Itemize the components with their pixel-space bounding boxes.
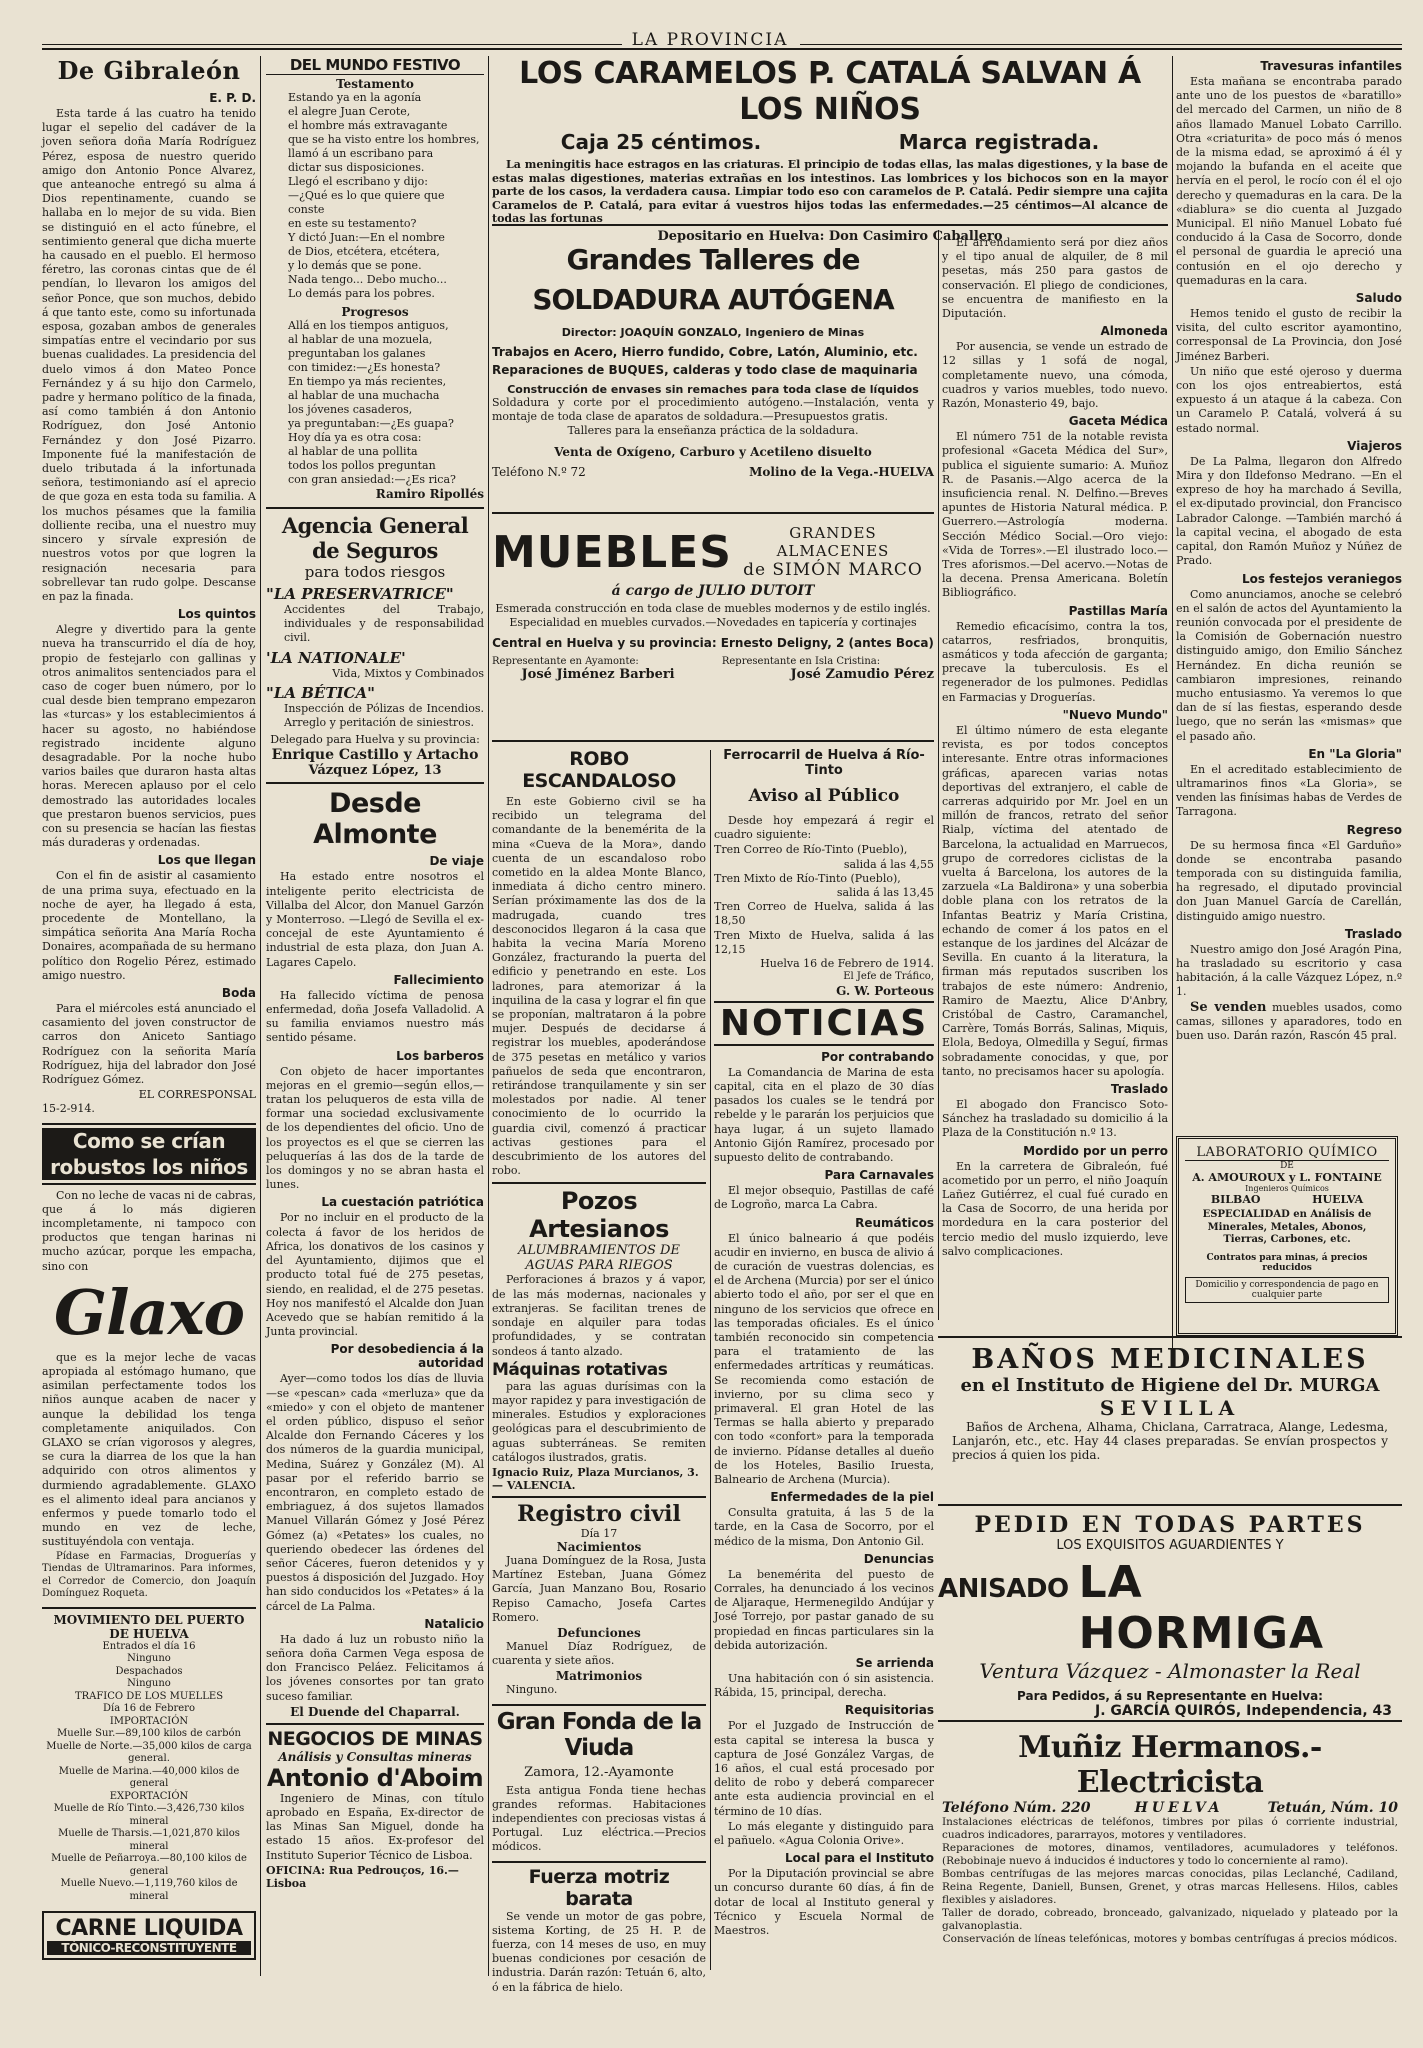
col-rule — [710, 750, 711, 1970]
insurer-desc: Inspección de Pólizas de Incendios. Arreglo y peritación de siniestros. — [284, 701, 484, 730]
poem-line: llamó á un escribano para — [288, 147, 434, 160]
poem-line: el hombre más extravagante — [288, 119, 448, 132]
ferro-sig2: G. W. Porteous — [714, 984, 934, 1003]
muniz-text: Taller de dorado, cobreado, bronceado, galvanizado, niquelado y plateado por la galvanoplastia. — [942, 1907, 1398, 1932]
port-line: Día 16 de Febrero — [103, 1703, 195, 1715]
article-text: El último número de esta elegante revista, es por todos conceptos interesante. Entre otras informaciones gráficas, aparecen varias notas deportivas del extranjero, el cable de carreras adquirido por Mr. Joel en un millón de francos, retrato del señor Rialp, víctima del atentado de Barcelona, la actualidad en Marruecos, grupo de corredores ciclistas de la vuelta á Barcelona, los autores de la zarzuela «La Baldirona» y una soberbia doble plana con los retratos de la Infantas Beatriz y María Cristina, echando de comer á los patos en el estanque de los jardines del Alcázar de Sevilla. En cuanto á la literatura, la firman más reputados suscriben los trabajos de este número: Andrenio, Ramiro de Maeztu, Alice D'Anbry, Cristóbal de Castro, Caramanchel, Carrère, Tomás Borrás, Salinas, Miquis, Elola, Bedoya, Olmedilla y Seguí, firmas sobradamente conocidas, y que, por tanto, no precisamos hacer su apología. — [942, 723, 1168, 1078]
port-line: TRAFICO DE LOS MUELLES — [74, 1690, 224, 1702]
article-text: Por el Juzgado de Instrucción de esta capital se interesa la busca y captura de José González Vargas, de 16 años, el cual está procesado por delito de robo y deberá comparecer ante esta audiencia provincial en el término de 10 días. — [714, 1719, 934, 1818]
article-text: Ha fallecido víctima de penosa enfermedad, doña Josefa Valladolid. A su familia enviamos nuestro más sentido pésame. — [266, 988, 484, 1045]
column-6 — [1176, 56, 1402, 1136]
ferro-title: Ferrocarril de Huelva á Río-Tinto — [723, 748, 925, 778]
port-line: Muelle de Norte.—35,000 kilos de carga general. — [46, 1740, 252, 1765]
insurer: "LA PRESERVATRICE" — [266, 585, 454, 603]
col6-list — [1176, 59, 1402, 1000]
muebles-ad — [492, 524, 934, 742]
lab-city: HUELVA — [1312, 1193, 1364, 1206]
column-gibraleon — [42, 56, 256, 1976]
article-text: En el acreditado establecimiento de ultramarinos finos «La Gloria», se venden las finísimas habas de Verdes de Tarragona. — [1176, 762, 1402, 819]
article-text: Lo más elegante y distinguido para el pañuelo. «Agua Colonia Orive». — [714, 1819, 934, 1848]
caramelos-price: Caja 25 céntimos. — [560, 130, 762, 154]
registro-day: Día 17 — [580, 1526, 618, 1540]
section-head: Gaceta Médica — [1068, 414, 1168, 429]
article-text: Por ausencia, se vende un estrado de 12 sillas y 1 sofá de nogal, completamente nuevo, una cómoda, cuadros y varios muebles, todo nuevo. Razón, Monasterio 49, bajo. — [942, 340, 1168, 411]
agency-sub: para todos riesgos — [304, 563, 446, 581]
carne-ad — [42, 1911, 256, 1960]
port-line: IMPORTACIÓN — [109, 1715, 189, 1727]
hormiga-rep: J. GARCÍA QUIRÓS, Independencia, 43 — [1094, 1703, 1392, 1719]
section-head: Para Carnavales — [824, 1168, 934, 1183]
minas-title: NEGOCIOS DE MINAS — [267, 1727, 483, 1750]
fuerza-title: Fuerza motriz barata — [528, 1865, 670, 1910]
section-head: Fallecimiento — [393, 972, 484, 987]
minas-text: Ingeniero de Minas, con título aprobado en España, Ex-director de las Minas San Miguel, donde ha estado 15 años. Ex-profesor del Instituto Superior Técnico de Lisboa. — [266, 1791, 484, 1862]
article-text: Ha dado á luz un robusto niño la señora doña Carmen Vega esposa de don Francisco Peláez. Felicitamos á los jóvenes consortes por tan grato suceso familiar. — [266, 1632, 484, 1703]
article-text: Por la Diputación provincial se abre un concurso durante 60 días, á fin de dotar de local al Instituto general y Técnico y Escuela Normal de Maestros. — [714, 1867, 934, 1938]
poem-line: los jóvenes casaderos, — [288, 403, 413, 416]
fonda-address: Zamora, 12.-Ayamonte — [524, 1764, 674, 1780]
muebles-manager: á cargo de JULIO DUTOIT — [611, 583, 815, 599]
talleres-contact — [492, 465, 934, 479]
poem-line: con gran ansiedad:—¿Es rica? — [288, 473, 456, 486]
ferro-text: Desde hoy empezará á regir el cuadro siguiente: — [714, 814, 934, 842]
port-section — [42, 1607, 256, 1904]
port-line: Ninguno — [127, 1678, 171, 1690]
registro-text: Ninguno. — [506, 1683, 558, 1697]
section-head: Regreso — [1346, 822, 1402, 837]
pozos-address: Ignacio Ruiz, Plaza Murcianos, 3.— VALENCIA. — [492, 1465, 699, 1492]
hormiga-brand — [938, 1557, 1402, 1659]
section-head: Saludo — [1355, 291, 1402, 306]
banos-sub: en el Instituto de Higiene del Dr. MURGA — [960, 1375, 1380, 1396]
section-head: Traslado — [1344, 926, 1402, 941]
muebles-header — [492, 524, 934, 580]
muniz-title: Muñiz Hermanos.-Electricista — [1018, 1730, 1322, 1800]
dateline: 15-2-914. — [42, 1102, 95, 1116]
article-text: Un niño que esté ojeroso y duerma con los ojos entreabiertos, está expuesto á un ataque á la cabeza. Con un Caramelo P. Catalá, volverá á su estado normal. — [1176, 364, 1402, 435]
port-line: Muelle Nuevo.—1,119,760 kilos de mineral — [60, 1878, 238, 1902]
minas-address: OFICINA: Rua Pedrouços, 16.—Lisboa — [266, 1863, 459, 1890]
section-title: Registro civil — [517, 1500, 681, 1527]
article-text: La benemérita del puesto de Corrales, ha denunciado á los vecinos de Aljaraque, Hermenegildo Andújar y José Torrejo, por pastar ganado de su propiedad en fincas particulares sin la debida autorización. — [714, 1567, 934, 1652]
article-text: Nuestro amigo don José Aragón Pina, ha trasladado su escritorio y casa habitación, á la calle Vázquez López, n.º 1. — [1176, 942, 1402, 999]
talleres-line: Trabajos en Acero, Hierro fundido, Cobre, Latón, Aluminio, etc. — [492, 345, 918, 359]
poem-line: Y dictó Juan:—En el nombre — [288, 231, 445, 244]
muniz-city: HUELVA — [1134, 1800, 1224, 1816]
port-line: Ninguno — [127, 1653, 171, 1665]
column-5 — [942, 236, 1168, 1326]
muebles-store-2: de SIMÓN MARCO — [743, 560, 923, 580]
registro-text: Manuel Díaz Rodríguez, de cuarenta y siete años. — [492, 1639, 706, 1668]
hormiga-orders: Para Pedidos, á su Representante en Huelva: — [1017, 1689, 1323, 1703]
caramelos-text: La meningitis hace estragos en las criaturas. El principio de todas ellas, las malas digestiones, y la base de estas malas digestiones, materias extrañas en los intestinos. Las lombrices y los bichocos son en la mayor parte de los casos, la verdadera causa. Limpiar todo eso con caramelos de P. Catalá. Pedir siempre una cajita Caramelos de P. Catalá, para evitar á vuestros hijos todas las enfermedades.—25 céntimos—Al alcance de todas las fortunas — [492, 158, 1168, 225]
poem-line: Hoy día ya es otra cosa: — [288, 431, 422, 444]
muebles-rep: Representante en Ayamonte: José Jiménez Barberi — [492, 656, 675, 683]
column-3 — [492, 748, 706, 1994]
carne-sub: TÓNICO-RECONSTITUYENTE — [47, 1941, 251, 1955]
section-head: Mordido por un perro — [1023, 1143, 1168, 1158]
article-text: Hemos tenido el gusto de recibir la visita, del culto escritor ayamontino, corresponsal de La Provincia, don José Jiménez Barberi. — [1176, 307, 1402, 363]
delegate-address: Vázquez López, 13 — [308, 763, 442, 779]
muebles-rep: Representante en Isla Cristina: José Zamudio Pérez — [721, 656, 934, 683]
minas-sub: Análisis y Consultas mineras — [278, 1749, 472, 1764]
poem — [266, 319, 484, 487]
article-text: Consulta gratuita, á las 5 de la tarde, en la Casa de Socorro, por el médico de la misma, Don Antonio Gil. — [714, 1506, 934, 1548]
minas-ad — [266, 1723, 484, 1890]
section-head: Natalicio — [424, 1616, 484, 1631]
section-head: Reumáticos — [855, 1215, 934, 1230]
caramelos-brand: Marca registrada. — [898, 130, 1100, 154]
lab-de: DE — [1280, 1161, 1294, 1171]
registro-text: Juana Domínguez de la Rosa, Justa Martínez Esteban, Juana Gómez García, Juan Manzano Bou, Rosario Repiso Camacho, Josefa Cartes Romero. — [492, 1553, 706, 1624]
timetable-train: Tren Mixto de Río-Tinto (Pueblo), — [714, 871, 901, 885]
glaxo-logo: Glaxo — [54, 1275, 244, 1349]
banos-ad — [938, 1336, 1402, 1506]
ferro-aviso: Aviso al Público — [748, 786, 900, 806]
talleres-phone: Teléfono N.º 72 — [492, 464, 586, 479]
poem-line: al hablar de una muchacha — [288, 389, 440, 402]
laboratorio-ad — [1176, 1136, 1398, 1336]
header-rule-left — [42, 44, 622, 45]
signature: El Duende del Chaparral. — [290, 1704, 460, 1719]
port-line: Muelle Sur.—89,100 kilos de carbón — [57, 1728, 241, 1740]
poem-line: Llegó el escribano y dijo: — [288, 175, 428, 188]
delegate-name: Enrique Castillo y Artacho — [271, 747, 479, 764]
insurer-desc: Accidentes del Trabajo, individuales y de responsabilidad civil. — [284, 603, 484, 645]
column-festivo — [266, 56, 484, 1976]
soldadura-ad — [492, 236, 934, 514]
header-rule-right — [800, 44, 1402, 45]
section-head: Los festejos veraniegos — [1241, 571, 1402, 586]
fonda-text: Esta antigua Fonda tiene hechas grandes reformas. Habitaciones independientes con preciosas vistas á Portugal. Luz eléctrica.—Precios módicos. — [492, 1783, 706, 1854]
col-rule — [938, 230, 939, 1320]
poem-line: y lo demás que se pone. — [288, 259, 422, 272]
hormiga-anisado: ANISADO — [938, 1574, 1069, 1604]
section-head: Los que llegan — [157, 853, 256, 868]
section-title: DEL MUNDO FESTIVO — [266, 56, 484, 75]
talleres-address: Molino de la Vega.-HUELVA — [749, 464, 934, 479]
talleres-line: Soldadura y corte por el procedimiento autógeno.—Instalación, venta y montaje de toda clase de aparatos de soldadura.—Presupuestos gratis. — [492, 396, 934, 424]
fonda-title: Gran Fonda de la Viuda — [496, 1708, 702, 1761]
port-lines — [42, 1641, 256, 1904]
pozos-sub: ALUMBRAMIENTOS DE AGUAS PARA RIEGOS — [518, 1243, 680, 1274]
section-head: "Nuevo Mundo" — [1062, 707, 1168, 722]
poem-line: En tiempo ya más recientes, — [288, 375, 447, 388]
port-line: Muelle de Peñarroya.—80,100 kilos de general — [51, 1853, 247, 1877]
section-head: Requisitorias — [844, 1703, 934, 1718]
masthead-title: LA PROVINCIA — [631, 30, 789, 50]
muebles-title: MUEBLES — [492, 526, 732, 578]
section-head: Los barberos — [396, 1048, 484, 1063]
muniz-text: Bombas centrífugas de las mejores marcas conocidas, pilas Leclanché, Cadiland, Reina Regente, Daniell, Bunsen, Grenet, y otras marcas Hellesens. Hilos, cables flexibles y aisladores. — [942, 1868, 1398, 1906]
fonda-ad — [492, 1704, 706, 1855]
poem-line: dictar sus disposiciones. — [288, 161, 425, 174]
article-text: La Comandancia de Marina de esta capital, cita en el plazo de 30 días pasados los cuales se le tendrá por rebelde y le pararán los perjuicios que haya lugar, á un sujeto llamado Antonio Gijón Ramírez, procesado por supuesto delito de contrabando. — [714, 1065, 934, 1164]
poem-line: en este su testamento? — [288, 217, 417, 230]
muebles-store-1: GRANDES ALMACENES — [776, 524, 890, 560]
muniz-text: Instalaciones eléctricas de teléfonos, timbres por pilas ó corriente industrial, cuadros indicadores, pararrayos, motores y ventiladores. — [942, 1816, 1398, 1841]
article-text: El abogado don Francisco Soto-Sánchez ha trasladado su domicilio á la Plaza de la Constitución n.º 13. — [942, 1097, 1168, 1140]
poem-author: Ramiro Ripollés — [375, 487, 484, 501]
article-text: Alegre y divertido para la gente nueva ha transcurrido el día de hoy, propio de festejarlo con gallinas y otros animalitos sentenciados para el caso de coger buen número, por lo cual desde bien temprano empezaron las «turcas» y los establecimientos á hacer su agosto, no habiéndose registrado incidente alguno desagradable. Por la noche hubo varios bailes que duraron hasta altas horas. Merecen aplauso por el celo demostrado las autoridades locales que prestaron buenos servicios, pues con su presencia se hacían las fiestas más duraderas y ordenadas. — [42, 623, 256, 850]
hormiga-maker: Ventura Vázquez - Almonaster la Real — [979, 1659, 1361, 1683]
section-head: E. P. D. — [209, 91, 256, 105]
delegate-label: Delegado para Huelva y su provincia: — [270, 733, 480, 747]
poem-line: que se ha visto entre los hombres, — [288, 133, 480, 146]
poem-line: al hablar de una pollita — [288, 445, 418, 458]
article-text: El número 751 de la notable revista profesional «Gaceta Médica del Sur», publica el siguiente sumario: A. Muñoz R. de Pasanis.—Algo acerca de la insuficiencia renal. N. Delfino.—Breves apuntes de Historia Natural médica. P. Guerrero.—Astrología moderna. Sección Médico Social.—Oro viejo: «Vida de Torres».—El ilustrado loco.—Tres aforismos.—Del acervo.—Notas de la decena. Prensa Americana. Boletín Bibliográfico. — [942, 430, 1168, 600]
poem-line: Allá en los tiempos antiguos, — [288, 319, 449, 332]
section-head: Denuncias — [863, 1551, 934, 1566]
port-line: Muelle de Marina.—40,000 kilos de general — [58, 1765, 240, 1790]
glaxo-ad — [42, 1123, 256, 1185]
muniz-address: Tetuán, Núm. 10 — [1267, 1800, 1398, 1816]
noticias-title: NOTICIAS — [714, 1003, 934, 1046]
section-head: Local para el Instituto — [785, 1851, 934, 1866]
poem-line: al hablar de una mozuela, — [288, 333, 433, 346]
hormiga-ad — [938, 1512, 1402, 1722]
poem-title: Progresos — [341, 305, 409, 319]
article-text: Esta mañana se encontraba parado ante uno de los puestos de «baratillo» del mercado del Carmen, un niño de 8 años llamado Manuel Lobato Carrillo. Otra «criaturita» de poco más ó menos de la misma edad, se aproximó á él y mojando la bufanda en el aceite que hervía en el perol, le rocío con él el ojo derecho y quemaduras en la cara. De la «diablura» se dio cuenta al Juzgado Municipal. El niño Manuel Lobato fué conducido á la Casa de Socorro, donde el personal de guardia le apreció una contusión en el ojo derecho y quemaduras en la cara. — [1176, 75, 1402, 287]
poem-line: con timidez:—¿Es honesta? — [288, 361, 441, 374]
poem-line: ya preguntaban:—¿Es guapa? — [288, 417, 454, 430]
caramelos-sub — [492, 130, 1168, 154]
muebles-text: Esmerada construcción en toda clase de muebles modernos y de estilo inglés. Especialidad en muebles curvados.—Novedades en tapicería y cortinajes — [495, 602, 931, 630]
signature: EL CORRESPONSAL — [138, 1088, 256, 1102]
timetable-train: Tren Correo de Río-Tinto (Pueblo), — [714, 843, 908, 857]
muebles-central: Central en Huelva y su provincia: Ernesto Deligny, 2 (antes Boca) — [492, 636, 934, 651]
port-line: Muelle de Tharsis.—1,021,870 kilos mineral — [58, 1828, 240, 1852]
talleres-line: Construcción de envases sin remaches para toda clase de líquidos — [507, 383, 919, 396]
insurer-desc: Vida, Mixtos y Combinados — [332, 666, 484, 680]
lab-title: LABORATORIO QUÍMICO — [1185, 1145, 1389, 1161]
muniz-ad — [938, 1730, 1402, 1976]
caramelos-depot: Depositario en Huelva: Don Casimiro Caballero — [657, 228, 1003, 244]
article-text: En la carretera de Gibraleón, fué acometido por un perro, el niño Joaquín Lañez Gutiérrez, el cual fué curado en la Casa de Socorro, de una herida por mordedura en la cara posterior del tercio medio del muslo izquierdo, leve salvo complicaciones. — [942, 1159, 1168, 1258]
port-line: Muelle de Río Tinto.—3,426,730 kilos mineral — [53, 1803, 245, 1827]
section-head: Viajeros — [1347, 438, 1402, 453]
hormiga-line1: PEDID EN TODAS PARTES — [974, 1512, 1366, 1538]
banos-title: BAÑOS MEDICINALES — [971, 1344, 1369, 1375]
lab-note: Contratos para minas, á precios reducidos — [1206, 1252, 1368, 1273]
poem-line: el alegre Juan Cerote, — [288, 105, 411, 118]
pozos-text: Perforaciones á brazos y á vapor, de las más modernas, nacionales y extranjeras. Se facilitan trenes de sondaje en alquiler para todas profundidades, y se contratan sondeos á tanto alzado. — [492, 1273, 706, 1358]
timetable-row — [714, 900, 934, 928]
registro-head: Nacimientos — [556, 1539, 642, 1554]
insurer: "LA BÉTICA" — [266, 683, 375, 702]
section-head: Se arrienda — [855, 1656, 934, 1671]
port-line: EXPORTACIÓN — [109, 1790, 189, 1802]
section-head: La cuestación patriótica — [321, 1195, 484, 1210]
ferro-sig1: El Jefe de Tráfico, — [843, 971, 934, 983]
section-head: Pastillas María — [1068, 603, 1168, 618]
seguros-ad — [266, 507, 484, 784]
fuerza-ad — [492, 1861, 706, 1995]
timetable-time: salida á las 13,45 — [836, 886, 934, 900]
pozos-ad — [492, 1182, 706, 1491]
article-text: Con objeto de hacer importantes mejoras en el gremio—según ellos,—tratan los peluqueros de esta villa de formar una sociedad exclusivamente de los dependientes del oficio. Uno de los proyectos es el que se cierren las peluquerías á las dos de la tarde de los domingos y no se abran hasta el lunes. — [266, 1064, 484, 1192]
column-4 — [714, 748, 934, 1976]
article-text: El arrendamiento será por diez años y el tipo anual de alquiler, de 8 mil pesetas, más 250 para gastos de conservación. El pliego de condiciones, se encuentra de manifiesto en la Diputación. — [942, 236, 1168, 321]
lab-note: Domicilio y correspondencia de pago en cualquier parte — [1185, 1277, 1389, 1303]
section-title: De Gibraleón — [57, 56, 241, 85]
muniz-text: Reparaciones de motores, dinamos, ventiladores, acumuladores y teléfonos. (Rebobinaje nuevo á inducidos é inductores y todo lo concerniente al ramo). — [942, 1842, 1398, 1867]
venden-text: Se venden muebles usados, como camas, sillones y aparadores, todo en buen uso. Darán razón, Rascón 45 pral. — [1176, 999, 1402, 1042]
lab-cities — [1185, 1193, 1389, 1206]
article-text: En este Gobierno civil se ha recibido un telegrama del comandante de la benemérita de la mina «Cueva de la Mora», dando cuenta de un escandaloso robo cometido en la aldea Monte Blanco, inmediata á dicho centro minero. Serían próximamente las dos de la madrugada, cuando tres desconocidos llegaron á la casa que habita la vecina María Moreno González, fracturando la puerta del edificio y penetrando en este. Los ladrones, para atemorizar á la inquilina de la casa y lograr el fin que se proponían, maltrataron á la pobre mujer. Después de decidarse á registrar los muebles, apoderándose de 375 pesetas en metálico y varios pañuelos de seda que encontraron, retirándose tranquilamente y sin ser molestados por nadie. Al tener conocimiento de lo ocurrido la guardia civil, comenzó á practicar activas gestiones para el descubrimiento de los autores del robo. — [492, 795, 706, 1178]
poem-line: Nada tengo... Debo mucho... — [288, 273, 447, 286]
section-title: Desde Almonte — [313, 788, 437, 851]
talleres-line: Reparaciones de BUQUES, calderas y todo clase de maquinaria — [492, 363, 918, 377]
article-text: Remedio eficacísimo, contra la tos, catarros, resfriados, bronquitis, asmáticos y toda afección de garganta; precave la tuberculosis. Es el regenerador de los pulmones. Pedidlas en Farmacias y Droguerías. — [942, 619, 1168, 704]
article-text: Para el miércoles está anunciado el casamiento del joven constructor de carros don Aniceto Santiago Rodríguez con la señorita María Rodríguez, hija del labrador don José Rodríguez Gómez. — [42, 1001, 256, 1086]
section-head: Por desobediencia á la autoridad — [330, 1342, 484, 1371]
poem-line: todos los pollos preguntan — [288, 459, 436, 472]
poem — [266, 91, 484, 301]
caramelos-title: LOS CARAMELOS P. CATALÁ SALVAN Á LOS NIÑOS — [519, 56, 1141, 127]
article-text: De La Palma, llegaron don Alfredo Mira y don Ildefonso Medrano. —En el expreso de hoy ha marchado á Sevilla, el ex-diputado provincial, don Francisco Labrador Calonge. —También marchó á la capital vecina, el abogado de esta capital, don Ramón Muñoz y Núñez de Prado. — [1176, 454, 1402, 568]
pozos-maq: Máquinas rotativas — [492, 1359, 668, 1380]
lab-names: A. AMOUROUX y L. FONTAINE — [1192, 1171, 1382, 1184]
muebles-reps — [492, 656, 934, 682]
insurer: 'LA NATIONALE' — [266, 648, 406, 667]
section-head: En "La Gloria" — [1308, 746, 1402, 761]
ad-text: que es la mejor leche de vacas apropiada al estómago humano, que asimilan perfectamente todos los niños aunque acaben de nacer y aunque la debilidad los tenga completamente aniquilados. Con GLAXO se crían vigorosos y alegres, se cura la diarrea de los que la han adquirido con otros alimentos y durmiendo agradablemente. GLAXO es el alimento ideal para ancianos y enfermos y puede tomarlo todo el mundo en vez de leche, sustituyéndola con ventaja. — [42, 1350, 256, 1549]
caramelos-ad — [492, 56, 1168, 244]
article-text: Como anunciamos, anoche se celebró en el salón de actos del Ayuntamiento la reunión convocada por el presidente de la Comisión de Gobernación nuestro distinguido amigo, don Emilio Sánchez Hernández. En dicha reunión se cambiaron impresiones, reinando mucho entusiasmo. Ya veremos lo que dan de sí las fiestas, esperando desde luego, que no serán las «mismas» que el pasado año. — [1176, 587, 1402, 743]
article-text: De su hermosa finca «El Garduño» donde se encontraba pasando temporada con su distinguida familia, ha regresado, el diputado provincial don Juan Manuel García de Carellán, distinguido amigo nuestro. — [1176, 838, 1402, 923]
poem-line: —¿Qué es lo que quiere que conste — [288, 189, 445, 216]
col5-list — [942, 236, 1168, 1259]
lab-city: BILBAO — [1210, 1193, 1261, 1206]
section-head: Travesuras infantiles — [1260, 59, 1402, 73]
timetable-row — [714, 929, 934, 957]
timetable-time: salida á las 4,55 — [843, 857, 934, 871]
registro-section — [492, 1496, 706, 1698]
talleres-line: Talleres para la enseñanza práctica de la soldadura. — [567, 424, 859, 438]
article-text: Una habitación con ó sin asistencia. Rábida, 15, principal, derecha. — [714, 1672, 934, 1700]
article-text: Por no incluir en el producto de la colecta á favor de los heridos de Africa, los donativos de los casinos y del Ayuntamiento, dijimos que el producto total fué de 275 pesetas, siendo, en realidad, el de 275 pesetas. Hoy nos manifestó el Alcalde don Juan Acevedo que se habían remitido á la Junta provincial. — [266, 1211, 484, 1339]
port-title: MOVIMIENTO DEL PUERTO DE HUELVA — [53, 1612, 245, 1641]
ad-title: Como se crían robustos los niños — [42, 1128, 256, 1180]
article-text: El único balneario á que podéis acudir en invierno, en busca de alivio á de curación de vuestras dolencias, es el de Archena (Murcia) por ser el único abierto todo el año, por ser el que en ninguno de los servicios que ofrece en las temporadas oficiales. Es el único también reconocido sin competencia para el tratamiento de las enfermedades artríticas y reumáticas. Se recomienda como estación de invierno, por su clima seco y primaveral. El gran Hotel de las Termas se halla abierto y preparado con todo «confort» para la temporada de invierno. Pídanse detalles al dueño de los Hoteles, Basilio Iruesta, Balneario de Archena (Murcia). — [714, 1231, 934, 1487]
lab-spec: ESPECIALIDAD en Análisis de Minerales, Metales, Abonos, Tierras, Carbones, etc. — [1202, 1209, 1372, 1245]
hormiga-line2: LOS EXQUISITOS AGUARDIENTES Y — [1056, 1538, 1284, 1553]
section-head: Los quintos — [177, 607, 256, 622]
talleres-title: Grandes Talleres de SOLDADURA AUTÓGENA — [532, 243, 894, 316]
hormiga-name: LA HORMIGA — [1078, 1557, 1325, 1659]
section-title: ROBO ESCANDALOSO — [522, 748, 676, 792]
lab-sub: Ingenieros Químicos — [1245, 1184, 1329, 1193]
section-head: Enfermedades de la piel — [770, 1490, 934, 1505]
poem-title: Testamento — [336, 77, 414, 91]
article-text: Ayer—como todos los días de lluvia—se «pescan» cada «merluza» que da «miedo» y con el objeto de mantener el orden público, dispuso el señor Alcalde don Fernando Cáceres y los dos números de la guardia municipal, Medina, Suárez y González (M). Al pasar por el referido barrio se encontraron, en completo estado de embriaguez, á dos sujetos llamados Manuel Villarán Gómez y José Pérez Gómez (a) «Petates» los cuales, no queriendo obedecer las órdenes del señor Cáceres, fueron detenidos y y puestos á disposición del Juzgado. Hoy han sido conducidos los «Petates» á la cárcel de La Palma. — [266, 1372, 484, 1613]
col-rule — [488, 56, 489, 1976]
registro-head: Matrimonios — [555, 1669, 643, 1684]
banos-city: SEVILLA — [1099, 1396, 1241, 1420]
article-text: Ha estado entre nosotros el inteligente perito electricista de Villalba del Alcor, don Manuel Garzón y Monterroso. —Llegó de Sevilla el ex-concejal de este Ayuntamiento é industrial de esta plaza, don Juan A. Lagares Capelo. — [266, 870, 484, 969]
article-text: El mejor obsequio, Pastillas de café de Logroño, marca La Cabra. — [714, 1184, 934, 1212]
muniz-text: Conservación de líneas telefónicas, motores y bombas centrífugas á precios módicos. — [942, 1933, 1398, 1945]
port-line: Entrados el día 16 — [102, 1640, 196, 1652]
article-text: Esta tarde á las cuatro ha tenido lugar el sepelio del cadáver de la joven señora doña María Rodríguez Pérez, esposa de nuestro querido amigo don Antonio Ponce Alvarez, que anteanoche entregó su alma á Dios repentinamente, cuando se hallaba en lo mejor de su vida. Bien se distinguió en el acto fúnebre, el sentimiento general que dicha muerte ha causado en el pueblo. El hermoso féretro, las coronas cintas que de él pendían, lo llevaron los amigos del señor Ponce, que son muchos, debido á que tanto este, como su infortunada esposa, gozaban ambos de generales simpatías entre el vecindario por sus buenas cualidades. La presidencia del duelo vimos á don Mateo Ponce Fernández y á su hijo don Carmelo, padre y hermano político de la finada, así como también á don Antonio Rodríguez, don José Antonio Fernández y don José Pizarro. Imponente fué la manifestación de duelo tributada á la infortunada señora, testimoniando así el aprecio de que goza en esta toda su familia. A los muchos pésames que la familia dolliente reciba, una el nuestro muy sincero y sírvale expresión de nuestros votos por que logren la resignación necesaria para sobrellevar tan rudo golpe. Descanse en paz la finada. — [42, 107, 256, 603]
talleres-director: Director: JOAQUÍN GONZALO, Ingeniero de Minas — [561, 326, 865, 339]
ferro-table — [714, 843, 934, 957]
col-rule — [1172, 56, 1173, 1356]
noticias-list — [714, 1050, 934, 1939]
muebles-store — [732, 524, 934, 580]
section-head: Almoneda — [1100, 324, 1168, 339]
agency-title: Agencia General de Seguros — [281, 513, 469, 563]
ad-text: Pídase en Farmacias, Droguerías y Tiendas de Ultramarinos. Para informes, el Corredor de Comercio, don Joaquín Domínguez Roqueta. — [42, 1550, 256, 1600]
ad-text: Con no leche de vacas ni de cabras, que á lo más digieren incompletamente, ni tampoco con productos que tengan harinas ni mucho azúcar, porque les empacha, sino con — [42, 1188, 256, 1273]
article-text: Con el fin de asistir al casamiento de una prima suya, efectuado en la noche de ayer, ha llegado á esta, procedente de Montellano, la simpática señorita Ana María Rocha Donaires, acompañada de su hermano político don Rogelio Pérez, estimado amigo nuestro. — [42, 869, 256, 982]
poem-line: Lo demás para los pobres. — [288, 287, 435, 300]
timetable-train: Tren Mixto de Huelva, salida á las 12,15 — [714, 928, 934, 956]
fuerza-text: Se vende un motor de gas pobre, sistema Korting, de 25 H. P. de fuerza, con 14 meses de uso, en muy buenas condiciones por cesación de industria. Darán razón: Tetuán 6, alto, ó en la fábrica de hielo. — [492, 1909, 706, 1994]
port-line: Despachados — [115, 1665, 183, 1677]
section-head: Boda — [221, 985, 256, 1000]
pozos-text: para las aguas durísimas con la mayor rapidez y para investigación de minerales. Estudios y exploraciones geológicas para el descubrimiento de aguas subterráneas. Se remiten catálogos ilustrados, gratis. — [492, 1379, 706, 1464]
pozos-title: Pozos Artesianos — [529, 1187, 669, 1244]
timetable-train: Tren Correo de Huelva, salida á las 18,50 — [714, 900, 934, 928]
ferro-date: Huelva 16 de Febrero de 1914. — [760, 957, 934, 971]
talleres-line: Venta de Oxígeno, Carburo y Acetileno disuelto — [554, 444, 872, 459]
timetable-row — [714, 843, 934, 871]
col-rule — [260, 56, 261, 1976]
section-head: De viaje — [429, 854, 484, 869]
carne-title: CARNE LIQUIDA — [55, 1916, 243, 1942]
section-head: Traslado — [1110, 1081, 1168, 1096]
registro-head: Defunciones — [557, 1625, 641, 1640]
muniz-phone: Teléfono Núm. 220 — [942, 1800, 1091, 1816]
poem-line: de Dios, etcétera, etcétera, — [288, 245, 440, 258]
minas-name: Antonio d'Aboim — [266, 1763, 484, 1792]
poem-line: preguntaban los galanes — [288, 347, 426, 360]
muniz-contact — [942, 1800, 1398, 1816]
banos-text: Baños de Archena, Alhama, Chiclana, Carratraca, Alange, Ledesma, Lanjarón, etc., etc. Hay 44 clases preparadas. Se envían prospectos y precios á quien los pida. — [952, 1420, 1388, 1463]
section-head: Por contrabando — [821, 1049, 934, 1064]
poem-line: Estando ya en la agonía — [288, 91, 422, 104]
timetable-row — [714, 872, 934, 900]
